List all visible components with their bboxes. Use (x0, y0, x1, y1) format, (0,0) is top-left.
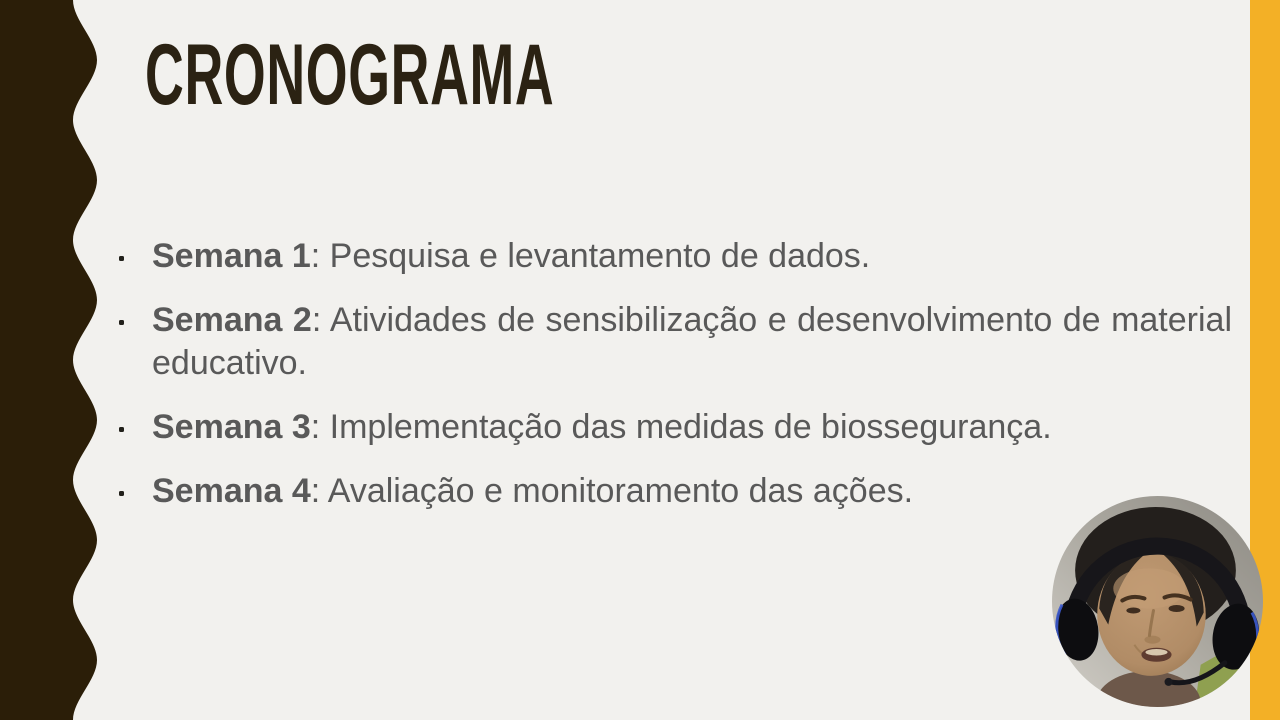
list-item (118, 235, 1232, 278)
list-item (118, 470, 1232, 513)
item-label: Semana 1 (152, 237, 311, 275)
list-item (118, 299, 1232, 385)
item-label: Semana 4 (152, 472, 311, 510)
item-text: : Implementação das medidas de biossegurança. (310, 408, 1052, 446)
item-text: : Avaliação e monitoramento das ações. (310, 472, 914, 510)
presenter-webcam-video[interactable] (1052, 496, 1263, 707)
left-wave-decoration (0, 0, 100, 720)
item-text: : Atividades de sensibilização e desenvolvimento de material educativo. (152, 301, 1232, 382)
bullet-dot-icon (119, 320, 124, 325)
item-label: Semana 3 (152, 408, 311, 446)
slide-title (145, 27, 800, 123)
bullet-dot-icon (119, 491, 124, 496)
list-item (118, 406, 1232, 449)
item-label: Semana 2 (152, 301, 312, 339)
bullet-dot-icon (119, 256, 124, 261)
presenter-avatar (1052, 496, 1263, 707)
slide-title-text: CRONOGRAMA (145, 27, 555, 123)
item-text: : Pesquisa e levantamento de dados. (310, 237, 871, 275)
bullet-list (118, 235, 1232, 534)
bullet-dot-icon (119, 427, 124, 432)
